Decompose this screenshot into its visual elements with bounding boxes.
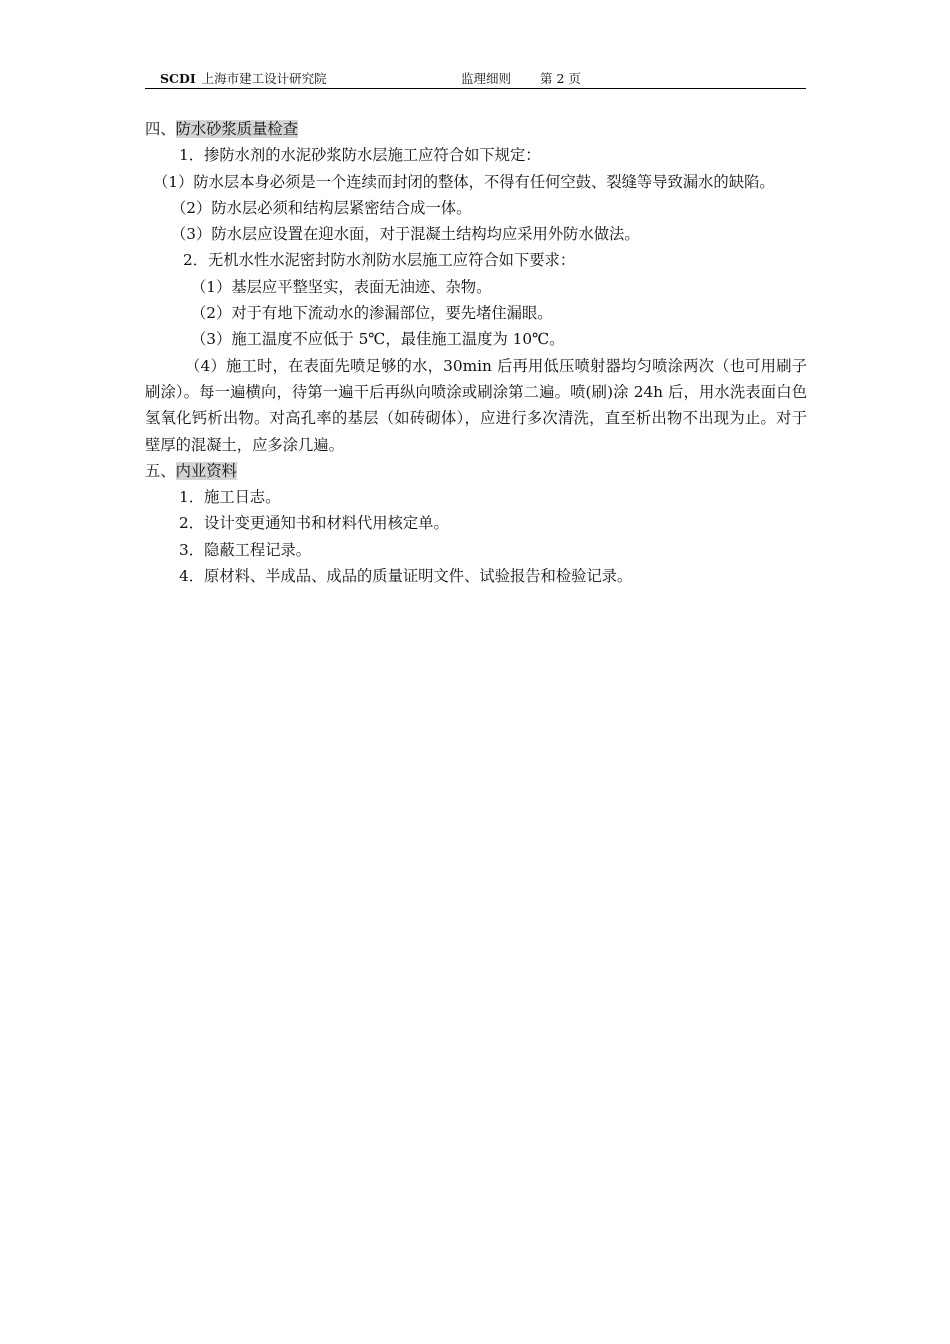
list-item: 1．掺防水剂的水泥砂浆防水层施工应符合如下规定： bbox=[179, 146, 541, 165]
section-title: 内业资料 bbox=[175, 461, 237, 480]
list-item: （3）施工温度不应低于 5℃，最佳施工温度为 10℃。 bbox=[191, 330, 565, 349]
list-item: （1）防水层本身必须是一个连续而封闭的整体，不得有任何空鼓、裂缝等导致漏水的缺陷。 bbox=[153, 172, 775, 191]
list-item: 1．施工日志。 bbox=[179, 488, 281, 507]
list-item: （3）防水层应设置在迎水面，对于混凝土结构均应采用外防水做法。 bbox=[171, 225, 640, 244]
list-item: 4．原材料、半成品、成品的质量证明文件、试验报告和检验记录。 bbox=[179, 567, 633, 586]
list-item: 2．无机水性水泥密封防水剂防水层施工应符合如下要求： bbox=[183, 251, 576, 270]
list-item: 3．隐蔽工程记录。 bbox=[179, 540, 312, 559]
list-item: （2）防水层必须和结构层紧密结合成一体。 bbox=[171, 198, 472, 217]
section-number: 四、 bbox=[145, 120, 176, 138]
list-item: （2）对于有地下流动水的渗漏部位，要先堵住漏眼。 bbox=[191, 304, 553, 323]
section-title: 防水砂浆质量检查 bbox=[175, 120, 298, 138]
header-page-number: 第 2 页 bbox=[540, 71, 581, 86]
page-header bbox=[145, 68, 806, 89]
section-number: 五、 bbox=[145, 461, 176, 480]
header-doc-title: 监理细则 bbox=[461, 71, 512, 86]
org-abbr: SCDI bbox=[160, 71, 196, 86]
section-heading-4 bbox=[145, 116, 807, 142]
org-name: 上海市建工设计研究院 bbox=[201, 71, 327, 86]
list-item: （4）施工时，在表面先喷足够的水，30min 后再用低压喷射器均匀喷涂两次（也可用刷子刷涂）。每一遍横向，待第一遍干后再纵向喷涂或刷涂第二遍。喷(刷)涂 24h 后，用水洗表面白色氢氧化钙析出物。对高孔率的基层（如砖砌体），应进行多次清洗，直至析出物不出现为止。对于壁厚的混凝土，应多涂几遍。 bbox=[145, 356, 807, 454]
header-organization bbox=[160, 69, 327, 87]
section-heading-5 bbox=[145, 458, 807, 484]
list-item: （1）基层应平整坚实，表面无油迹、杂物。 bbox=[191, 277, 492, 296]
list-item: 2．设计变更通知书和材料代用核定单。 bbox=[179, 514, 449, 533]
document-body bbox=[145, 116, 807, 589]
